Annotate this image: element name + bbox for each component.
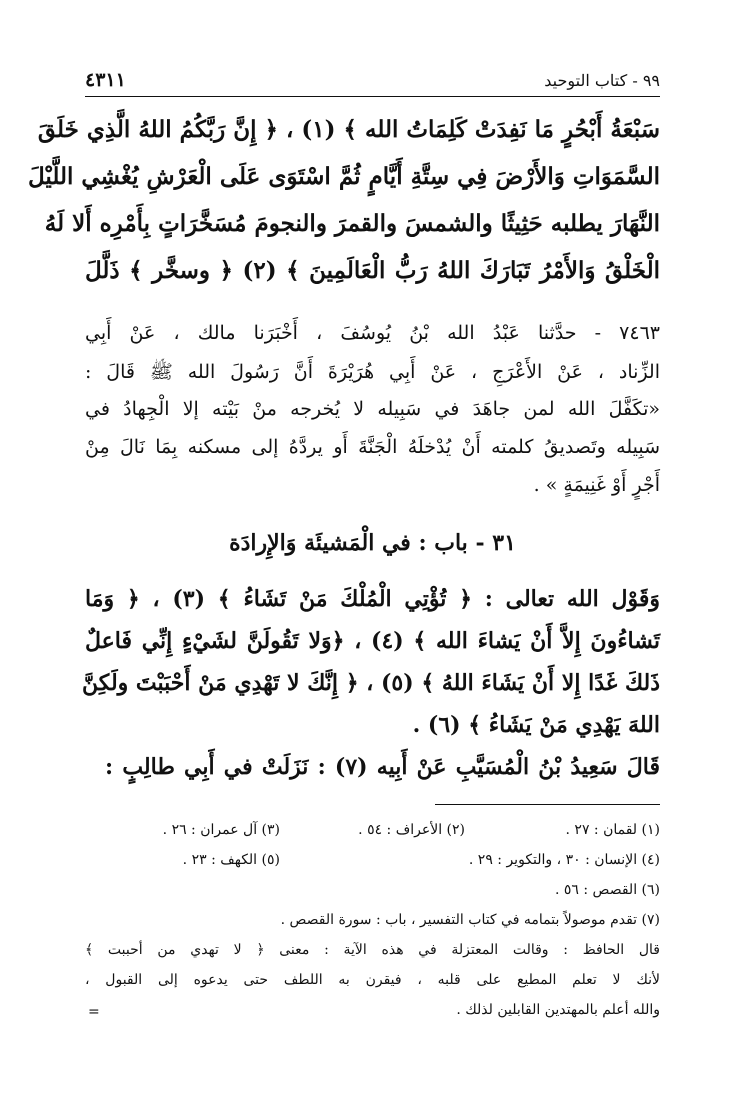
hadith-line-3: «تكَفَّلَ الله لمن جاهَدَ في سَبِيله لا يُخرجه منْ بَيْته إلا الْجِهادُ في [85, 398, 660, 420]
footnote-7-line-3: والله أعلم بالمهتدين القابلين لذلك . [456, 1002, 660, 1018]
footnote-4: (٤) الإنسان : ٣٠ ، والتكوير : ٢٩ . [468, 852, 660, 868]
chapter-line-2: تَشاءُونَ إِلاَّ أَنْ يَشاءَ الله ﴾ (٤) ، ﴿وَلا تَقُولَنَّ لشَيْءٍ إِنِّي فَاعلٌ [85, 628, 660, 654]
quran-line-2: السَّمَوَاتِ وَالأَرْضَ فِي سِتَّةِ أَيَّامٍ ثُمَّ اسْتَوَى عَلَى الْعَرْشِ يُغْشِي اللَّيْلَ [27, 163, 660, 190]
hadith-line-1: ٧٤٦٣ - حدَّثنا عَبْدُ الله بْنُ يُوسُفَ ، أَخْبَرَنا مالك ، عَنْ أَبِي [85, 322, 660, 344]
footnote-7-line-2: لأنك لا تعلم المطيع على قلبه ، فيقرن به اللطف حتى يدعوه إلى القبول ، [85, 972, 660, 988]
quran-line-1: سَبْعَةُ أَبْحُرٍ مَا نَفِدَتْ كَلِمَاتُ الله ﴾ (١) ، ﴿ إِنَّ رَبَّكُمُ اللهُ الَّذِي خَلَقَ [37, 116, 660, 143]
footnote-5: (٥) الكهف : ٢٣ . [182, 852, 280, 868]
chapter-line-3: ذَلكَ غَدًا إِلا أَنْ يَشَاءَ اللهُ ﴾ (٥) ، ﴿ إِنَّكَ لا تَهْدِي مَنْ أَحْبَبْتَ ولَكِنَّ [82, 670, 660, 696]
footnote-3: (٣) آل عمران : ٢٦ . [162, 822, 280, 838]
chapter-line-5: قَالَ سَعِيدُ بْنُ الْمُسَيَّبِ عَنْ أَبِيه (٧) : نَزَلَتْ في أَبِي طالِبٍ : [105, 754, 660, 780]
header-rule [85, 96, 660, 97]
hadith-line-2: الزِّناد ، عَنْ الأَعْرَجِ ، عَنْ أَبِي هُرَيْرَةَ أَنَّ رَسُولَ الله ﷺ قَالَ : [85, 361, 660, 383]
footnote-6: (٦) القصص : ٥٦ . [554, 882, 660, 898]
page-number: ٤٣١١ [85, 69, 126, 91]
quran-line-4: الْخَلْقُ وَالأَمْرُ تَبَارَكَ اللهُ رَبُّ الْعَالَمِينَ ﴾ (٢) ﴿ وسخَّر ﴾ ذَلَّلَ [85, 257, 660, 284]
running-title: ٩٩ - كتاب التوحيد [544, 70, 660, 90]
footnote-7-line-1: قال الحافظ : وقالت المعتزلة في هذه الآية : معنى ﴿ لا تهدي من أحببت ﴾ [85, 942, 660, 958]
hadith-line-5: أَجْرٍ أَوْ غَنِيمَةٍ » . [533, 474, 660, 496]
chapter-line-1: وَقَوْل الله تعالى : ﴿ تُؤْتِي الْمُلْكَ مَنْ تَشَاءُ ﴾ (٣) ، ﴿ وَمَا [85, 586, 660, 612]
page-header [85, 66, 660, 94]
chapter-heading: ٣١ - باب : في الْمَشيئَة وَالإِرادَة [229, 530, 516, 556]
continuation-mark: = [88, 1004, 100, 1020]
footnote-row-1 [85, 822, 660, 838]
footnote-7: (٧) تقدم موصولاً بتمامه في كتاب التفسير ، باب : سورة القصص . [280, 912, 660, 928]
footnote-2: (٢) الأعراف : ٥٤ . [358, 822, 465, 838]
hadith-line-4: سَبِيله وتَصديقُ كلمته أَنْ يُدْخلَهُ الْجَنَّةَ أَو يردَّهُ إلى مسكنه بِمَا نَالَ مِنْ [85, 436, 660, 458]
quran-line-3: النَّهَارَ يطلبه حَثِيثًا والشمسَ والقمرَ والنجومَ مُسَخَّرَاتٍ بِأَمْرِه أَلا لَهُ [44, 210, 660, 237]
chapter-line-4: اللهَ يَهْدِي مَنْ يَشَاءُ ﴾ (٦) . [412, 712, 660, 738]
footnote-1: (١) لقمان : ٢٧ . [565, 822, 660, 838]
footnote-row-2 [85, 852, 660, 868]
footnote-rule [435, 804, 660, 805]
